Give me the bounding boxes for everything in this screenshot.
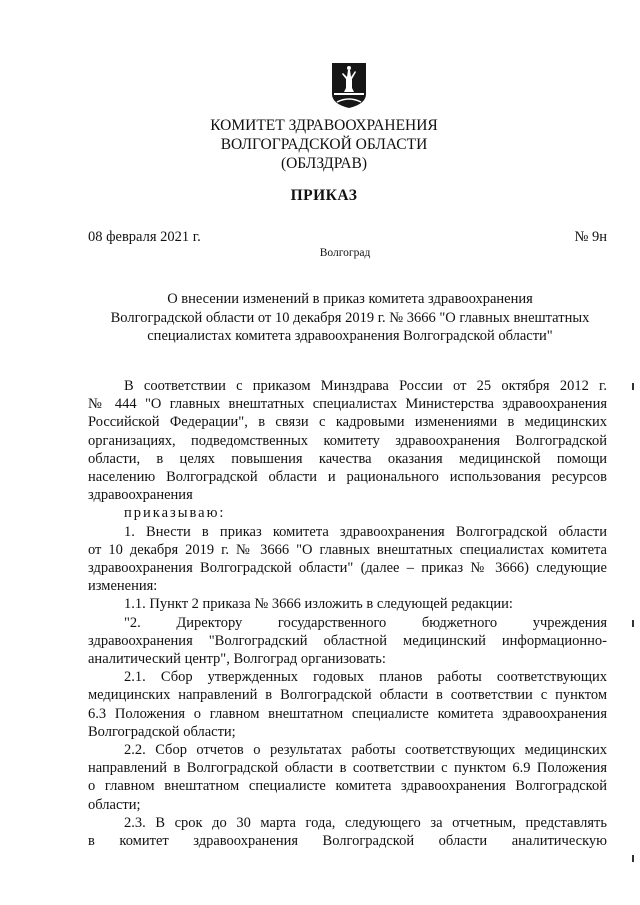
body-line: здравоохранения Волгоградской области" (далее – приказ № 3666) следующие xyxy=(88,560,607,577)
body-line: 2.3. В срок до 30 марта года, следующего за отчетным, представлять xyxy=(124,814,607,831)
scan-mark xyxy=(632,855,634,862)
body-line: от 10 декабря 2019 г. № 3666 "О главных внештатных специалистах комитета xyxy=(88,541,607,558)
document-date: 08 февраля 2021 г. xyxy=(88,229,201,245)
order-word: приказываю: xyxy=(124,505,226,522)
body-line: здравоохранения xyxy=(88,487,193,504)
body-line: организациях, подведомственных комитету здравоохранения Волгоградской xyxy=(88,432,607,449)
body-line: 2.1. Сбор утвержденных годовых планов работы соответствующих xyxy=(124,669,607,686)
body-line: населению Волгоградской области и рационального использования ресурсов xyxy=(88,469,607,486)
body-line: Российской Федерации", в связи с кадровыми изменениями в медицинских xyxy=(88,414,607,431)
body-line: медицинских направлений в Волгоградской области в соответствии с пунктом xyxy=(88,687,607,704)
document-title: ПРИКАЗ xyxy=(290,187,358,204)
document-city: Волгоград xyxy=(319,247,371,259)
body-line: В соответствии с приказом Минздрава России от 25 октября 2012 г. xyxy=(124,378,607,394)
document-number: № 9н xyxy=(574,229,607,245)
body-line: о главном внештатном специалисте комитета здравоохранения Волгоградской xyxy=(88,778,607,795)
body-line: здравоохранения "Волгоградский областной медицинский информационно- xyxy=(88,632,607,649)
body-line: № 444 "О главных внештатных специалистах Министерства здравоохранения xyxy=(88,396,607,413)
subject-line: специалистах комитета здравоохранения Волгоградской области" xyxy=(147,328,553,344)
body-line: 2.2. Сбор отчетов о результатах работы соответствующих медицинских xyxy=(124,742,607,759)
coat-of-arms-emblem xyxy=(331,62,367,109)
body-line: области; xyxy=(88,796,141,813)
body-line: аналитический центр", Волгоград организовать: xyxy=(88,651,386,668)
body-line: 6.3 Положения о главном внештатном специалисте комитета здравоохранения xyxy=(88,705,607,722)
document-subject xyxy=(80,290,620,346)
committee-name-line-2: ВОЛГОГРАДСКОЙ ОБЛАСТИ xyxy=(220,136,428,153)
body-line: изменения: xyxy=(88,578,158,595)
body-line: "2. Директору государственного бюджетного учреждения xyxy=(124,614,607,631)
scan-mark xyxy=(632,383,634,390)
committee-name-line-1: КОМИТЕТ ЗДРАВООХРАНЕНИЯ xyxy=(210,117,438,134)
body-line: в комитет здравоохранения Волгоградской области аналитическую xyxy=(88,833,607,850)
body-line: 1.1. Пункт 2 приказа № 3666 изложить в следующей редакции: xyxy=(124,596,513,613)
document-body xyxy=(88,377,607,850)
subject-line: О внесении изменений в приказ комитета здравоохранения xyxy=(167,291,533,307)
body-line: направлений в Волгоградской области в соответствии с пунктом 6.9 Положения xyxy=(88,760,607,777)
scan-mark xyxy=(632,620,634,627)
subject-line: Волгоградской области от 10 декабря 2019 г. № 3666 "О главных внештатных xyxy=(110,309,590,326)
body-line: области, в целях повышения качества оказания медицинской помощи xyxy=(88,450,607,467)
body-line: Волгоградской области; xyxy=(88,723,236,740)
body-line: 1. Внести в приказ комитета здравоохранения Волгоградской области xyxy=(124,523,607,540)
committee-abbreviation: (ОБЛЗДРАВ) xyxy=(280,155,368,172)
